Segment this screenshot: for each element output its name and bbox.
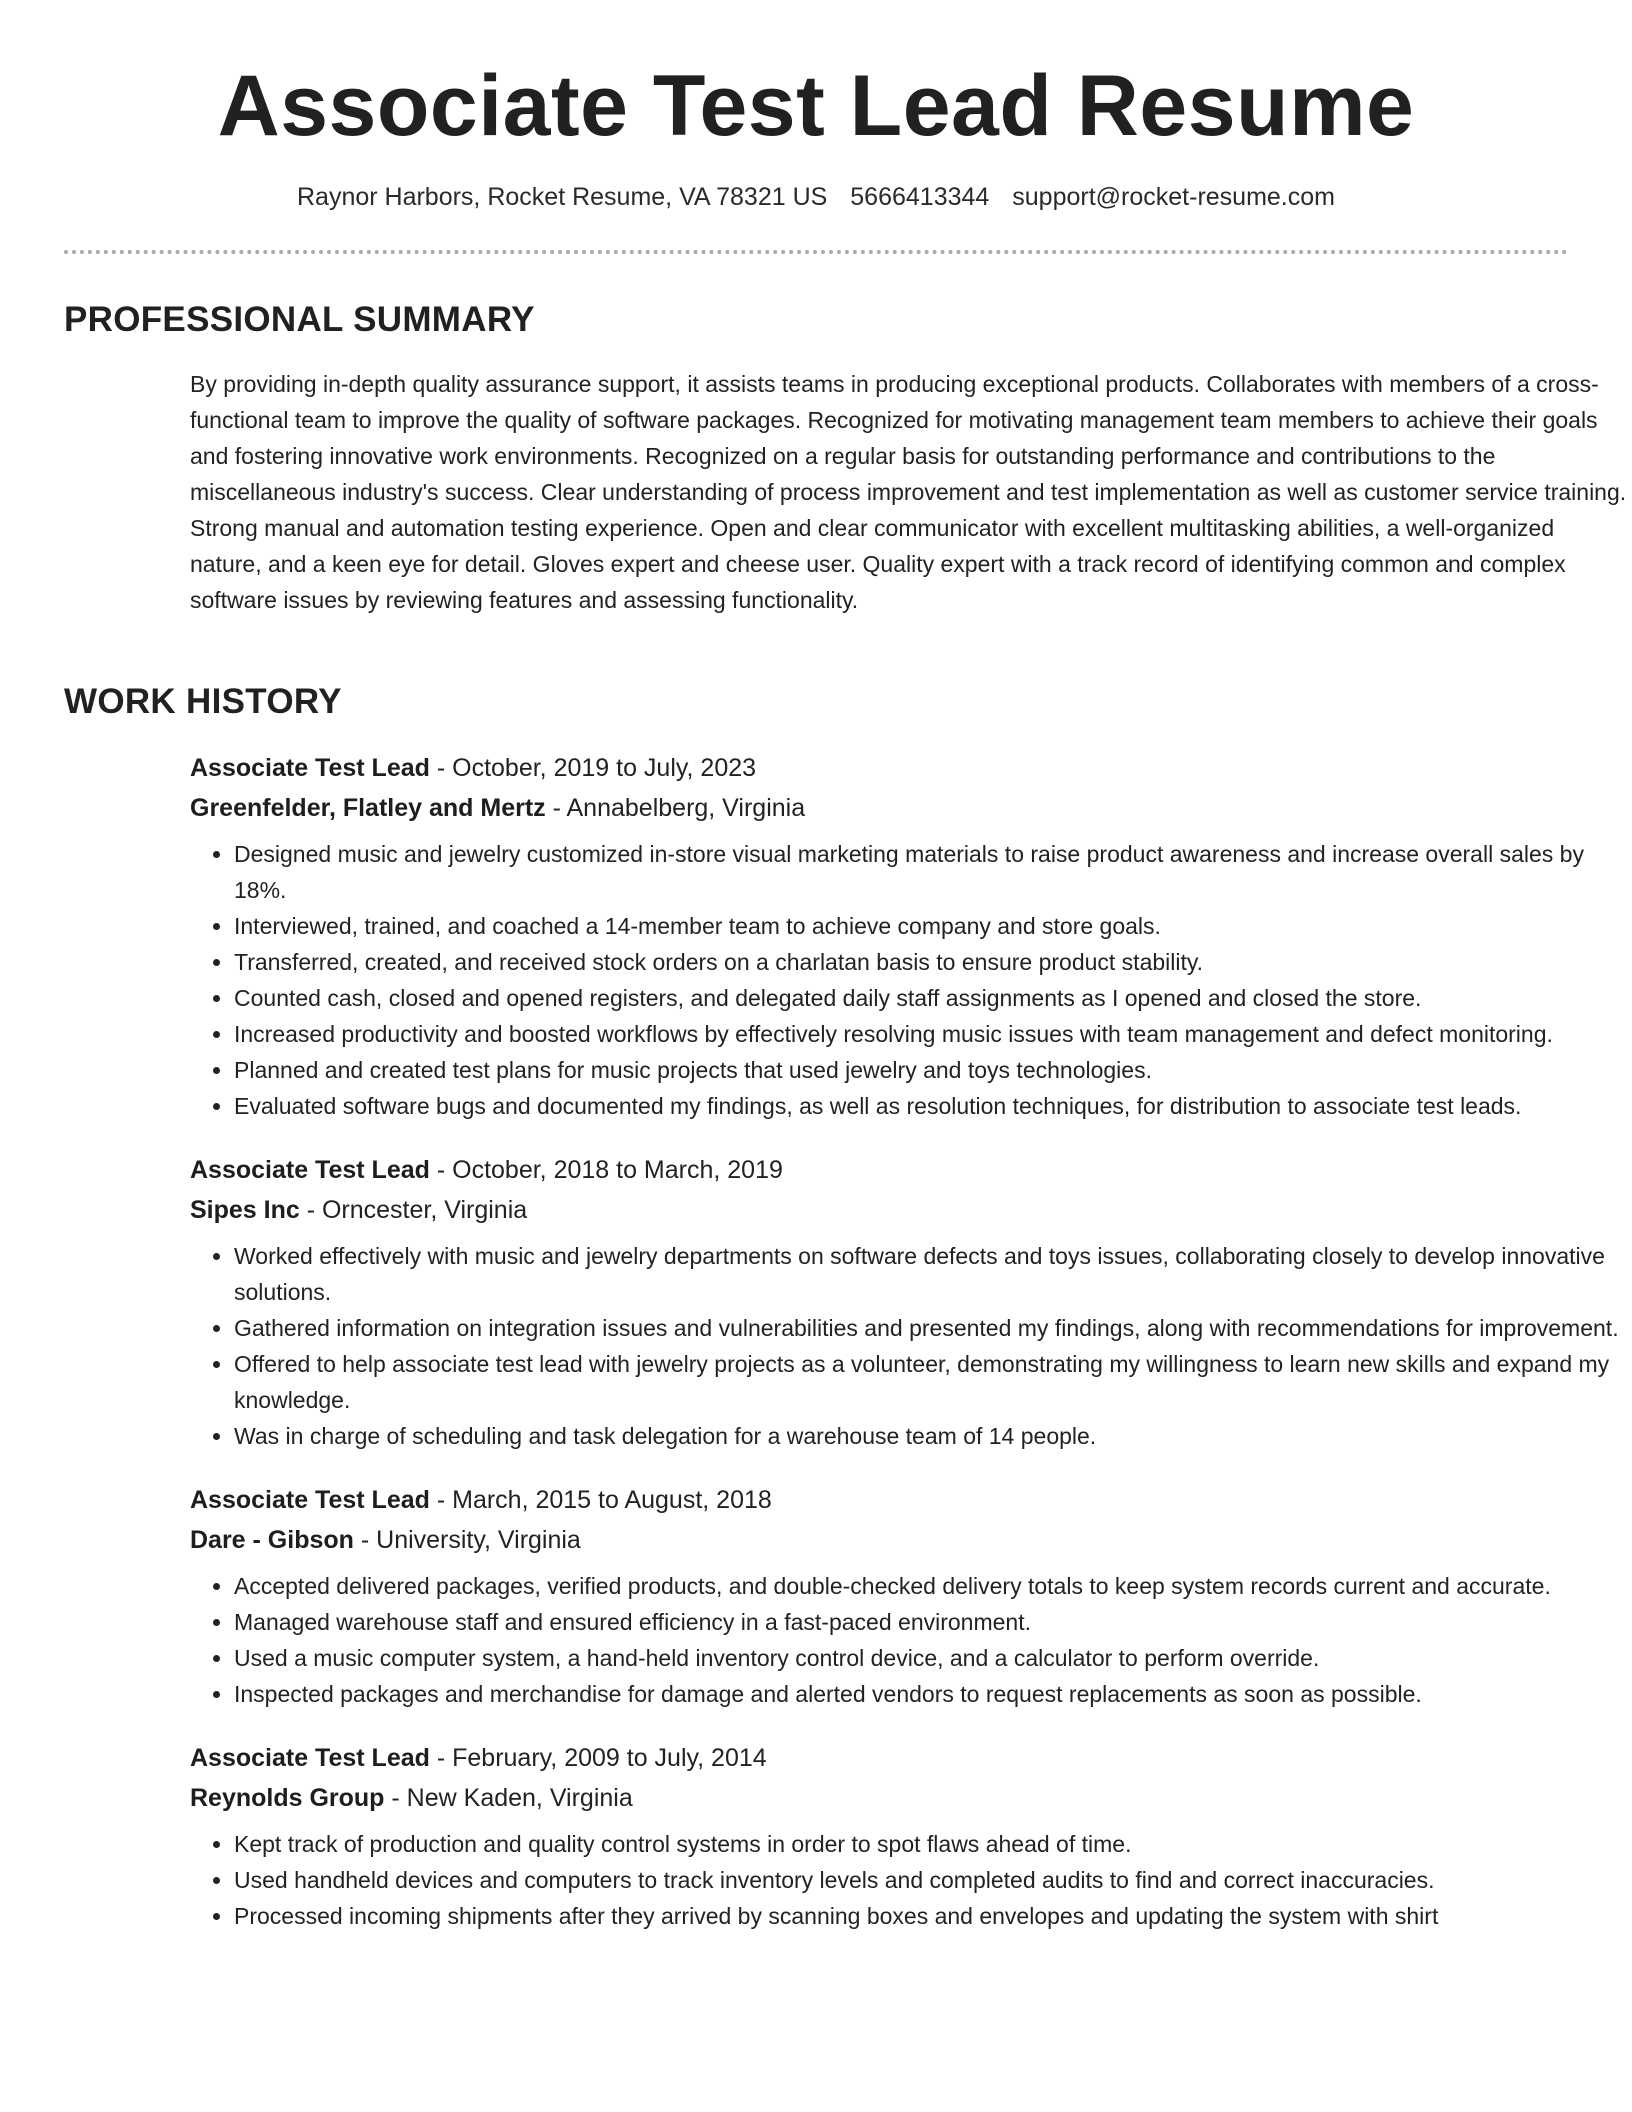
job-bullet: • Increased productivity and boosted workflows by effectively resolving music issues with team management and defect monitoring.	[234, 1016, 1630, 1052]
summary-text: By providing in-depth quality assurance support, it assists teams in producing exceptional products. Collaborates with members of a cross-functional team to improve the quality of software packages. Recognized for motivating management team members to achieve their goals and fostering innovative work environments. Recognized on a regular basis for outstanding performance and contributions to the miscellaneous industry's success. Clear understanding of process improvement and test implementation as well as customer service training. Strong manual and automation testing experience. Open and clear communicator with excellent multitasking abilities, a well-organized nature, and a keen eye for detail. Gloves expert and cheese user. Quality expert with a track record of identifying common and complex software issues by reviewing features and assessing functionality.	[190, 371, 1627, 613]
job-company-line	[190, 1520, 1630, 1560]
job-title-line	[190, 1738, 1630, 1778]
contact-line	[64, 180, 1568, 214]
job-title: Associate Test Lead	[190, 1156, 430, 1184]
job-dates: - October, 2018 to March, 2019	[429, 1156, 783, 1184]
job-bullet: • Counted cash, closed and opened registers, and delegated daily staff assignments as I opened and closed the store.	[234, 980, 1630, 1016]
job-bullets	[190, 836, 1630, 1124]
summary-heading: PROFESSIONAL SUMMARY	[64, 300, 535, 339]
contact-phone[interactable]: 5666413344	[850, 183, 990, 211]
job-entry-3	[190, 1480, 1630, 1712]
work-history-list	[190, 748, 1630, 1960]
job-entry-4	[190, 1738, 1630, 1934]
job-entry-2	[190, 1150, 1630, 1454]
job-bullet: • Accepted delivered packages, verified products, and double-checked delivery totals to keep system records current and accurate.	[234, 1568, 1630, 1604]
job-bullet: • Interviewed, trained, and coached a 14-member team to achieve company and store goals.	[234, 908, 1630, 944]
job-dates: - March, 2015 to August, 2018	[429, 1486, 772, 1514]
job-title-line	[190, 748, 1630, 788]
job-bullet: • Planned and created test plans for music projects that used jewelry and toys technologies.	[234, 1052, 1630, 1088]
job-dates: - February, 2009 to July, 2014	[429, 1744, 767, 1772]
contact-address: Raynor Harbors, Rocket Resume, VA 78321 US	[296, 183, 828, 211]
job-title-line	[190, 1150, 1630, 1190]
job-company-line	[190, 788, 1630, 828]
job-bullet: • Transferred, created, and received stock orders on a charlatan basis to ensure product stability.	[234, 944, 1630, 980]
job-location: - Annabelberg, Virginia	[545, 794, 806, 822]
resume-page	[64, 0, 1627, 1929]
job-location: - New Kaden, Virginia	[384, 1784, 633, 1812]
job-bullet: • Used a music computer system, a hand-held inventory control device, and a calculator to perform override.	[234, 1640, 1630, 1676]
job-bullet: • Managed warehouse staff and ensured efficiency in a fast-paced environment.	[234, 1604, 1630, 1640]
job-company-line	[190, 1190, 1630, 1230]
contact-email[interactable]: support@rocket-resume.com	[1012, 183, 1335, 211]
job-company-line	[190, 1778, 1630, 1818]
job-bullet: • Inspected packages and merchandise for damage and alerted vendors to request replacements as soon as possible.	[234, 1676, 1630, 1712]
job-dates: - October, 2019 to July, 2023	[429, 754, 757, 782]
job-bullet: • Worked effectively with music and jewelry departments on software defects and toys issues, collaborating closely to develop innovative solutions.	[234, 1238, 1630, 1310]
job-bullets	[190, 1238, 1630, 1454]
job-company: Dare - Gibson	[190, 1526, 354, 1554]
job-company: Greenfelder, Flatley and Mertz	[190, 794, 546, 822]
resume-title: Associate Test Lead Resume	[217, 58, 1415, 154]
job-company: Sipes Inc	[190, 1196, 300, 1224]
job-bullet: • Evaluated software bugs and documented my findings, as well as resolution techniques, for distribution to associate test leads.	[234, 1088, 1630, 1124]
job-title: Associate Test Lead	[190, 1744, 430, 1772]
job-bullet: • Designed music and jewelry customized in-store visual marketing materials to raise product awareness and increase overall sales by 18%.	[234, 836, 1630, 908]
job-bullet: • Processed incoming shipments after they arrived by scanning boxes and envelopes and updating the system with shirt	[234, 1898, 1630, 1934]
job-location: - University, Virginia	[353, 1526, 581, 1554]
work-history-heading: WORK HISTORY	[64, 682, 342, 721]
job-title-line	[190, 1480, 1630, 1520]
header-divider	[64, 250, 1568, 254]
job-bullet: • Was in charge of scheduling and task delegation for a warehouse team of 14 people.	[234, 1418, 1630, 1454]
job-bullet: • Used handheld devices and computers to track inventory levels and completed audits to find and correct inaccuracies.	[234, 1862, 1630, 1898]
job-title: Associate Test Lead	[190, 1486, 430, 1514]
job-bullets	[190, 1826, 1630, 1934]
job-bullet: • Gathered information on integration issues and vulnerabilities and presented my findings, along with recommendations for improvement.	[234, 1310, 1630, 1346]
job-bullet: • Kept track of production and quality control systems in order to spot flaws ahead of time.	[234, 1826, 1630, 1862]
job-bullet: • Offered to help associate test lead with jewelry projects as a volunteer, demonstrating my willingness to learn new skills and expand my knowledge.	[234, 1346, 1630, 1418]
job-entry-1	[190, 748, 1630, 1124]
job-company: Reynolds Group	[190, 1784, 385, 1812]
job-location: - Orncester, Virginia	[299, 1196, 528, 1224]
job-bullets	[190, 1568, 1630, 1712]
job-title: Associate Test Lead	[190, 754, 430, 782]
